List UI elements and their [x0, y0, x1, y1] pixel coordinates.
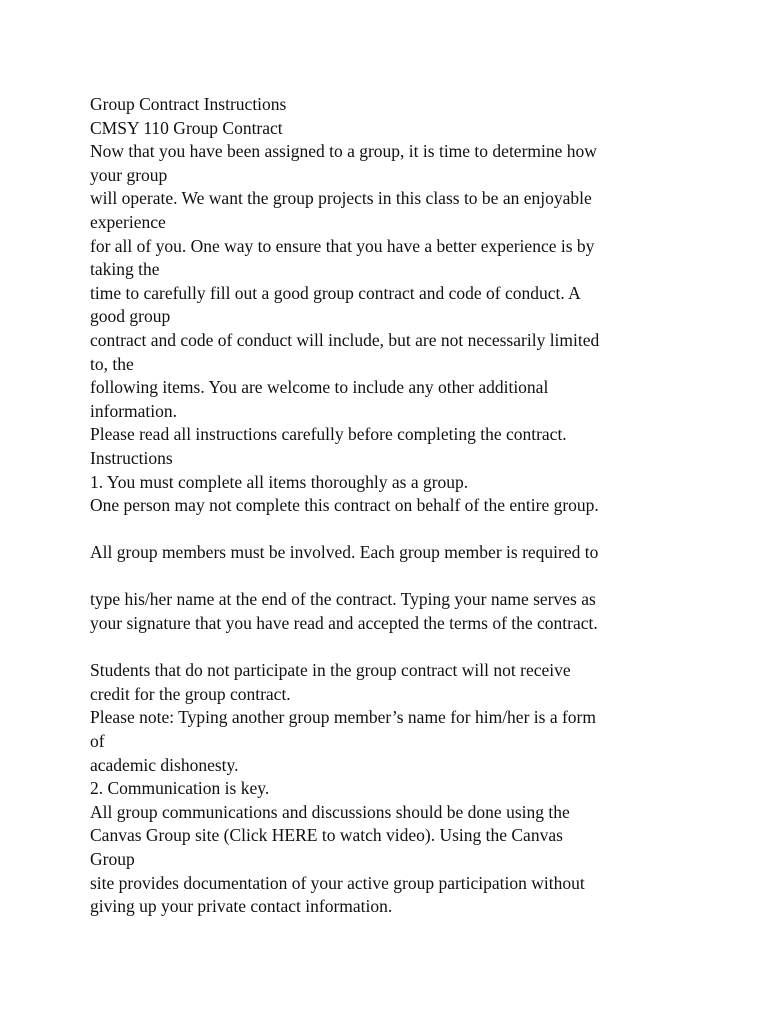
instruction-item-2: 2. Communication is key.	[90, 778, 270, 799]
text-line: information.	[90, 400, 177, 421]
text-line: academic dishonesty.	[90, 754, 239, 775]
text-line: your group	[90, 164, 168, 185]
text-line: Now that you have been assigned to a group, it is time to determine how	[90, 141, 597, 162]
text-line: your signature that you have read and accepted the terms of the contract.	[90, 613, 598, 634]
text-line: for all of you. One way to ensure that you have a better experience is by	[90, 235, 595, 256]
text-line: All group communications and discussions should be done using the	[90, 801, 570, 822]
text-line: Please note: Typing another group member’s name for him/her is a form	[90, 707, 596, 728]
text-line: taking the	[90, 259, 160, 280]
text-line: contract and code of conduct will include, but are not necessarily limited	[90, 329, 600, 350]
text-line: to, the	[90, 353, 134, 374]
text-line: All group members must be involved. Each group member is required to	[90, 542, 599, 563]
text-line: good group	[90, 306, 171, 327]
instruction-item-1: 1. You must complete all items thoroughly as a group.	[90, 471, 469, 492]
document-page	[90, 93, 690, 919]
text-line: One person may not complete this contract on behalf of the entire group.	[90, 495, 599, 516]
blank-line	[90, 565, 690, 589]
text-line: site provides documentation of your active group participation without	[90, 872, 585, 893]
text-line: time to carefully fill out a good group contract and code of conduct. A	[90, 282, 581, 303]
text-line: of	[90, 731, 105, 752]
text-line: Students that do not participate in the group contract will not receive	[90, 660, 571, 681]
text-line: Group	[90, 849, 135, 869]
text-line: experience	[90, 211, 166, 232]
blank-line	[90, 636, 690, 660]
text-line: credit for the group contract.	[90, 683, 291, 704]
text-line: Canvas Group site (Click HERE to watch video). Using the Canvas	[90, 825, 563, 846]
text-line: Please read all instructions carefully before completing the contract.	[90, 424, 567, 445]
document-title: Group Contract Instructions	[90, 94, 287, 114]
document-subtitle: CMSY 110 Group Contract	[90, 117, 283, 138]
text-line: type his/her name at the end of the contract. Typing your name serves as	[90, 589, 596, 610]
text-line: giving up your private contact information.	[90, 896, 393, 917]
text-line: will operate. We want the group projects in this class to be an enjoyable	[90, 188, 592, 209]
section-heading-instructions: Instructions	[90, 447, 173, 468]
text-line: following items. You are welcome to include any other additional	[90, 377, 549, 398]
blank-line	[90, 518, 690, 542]
